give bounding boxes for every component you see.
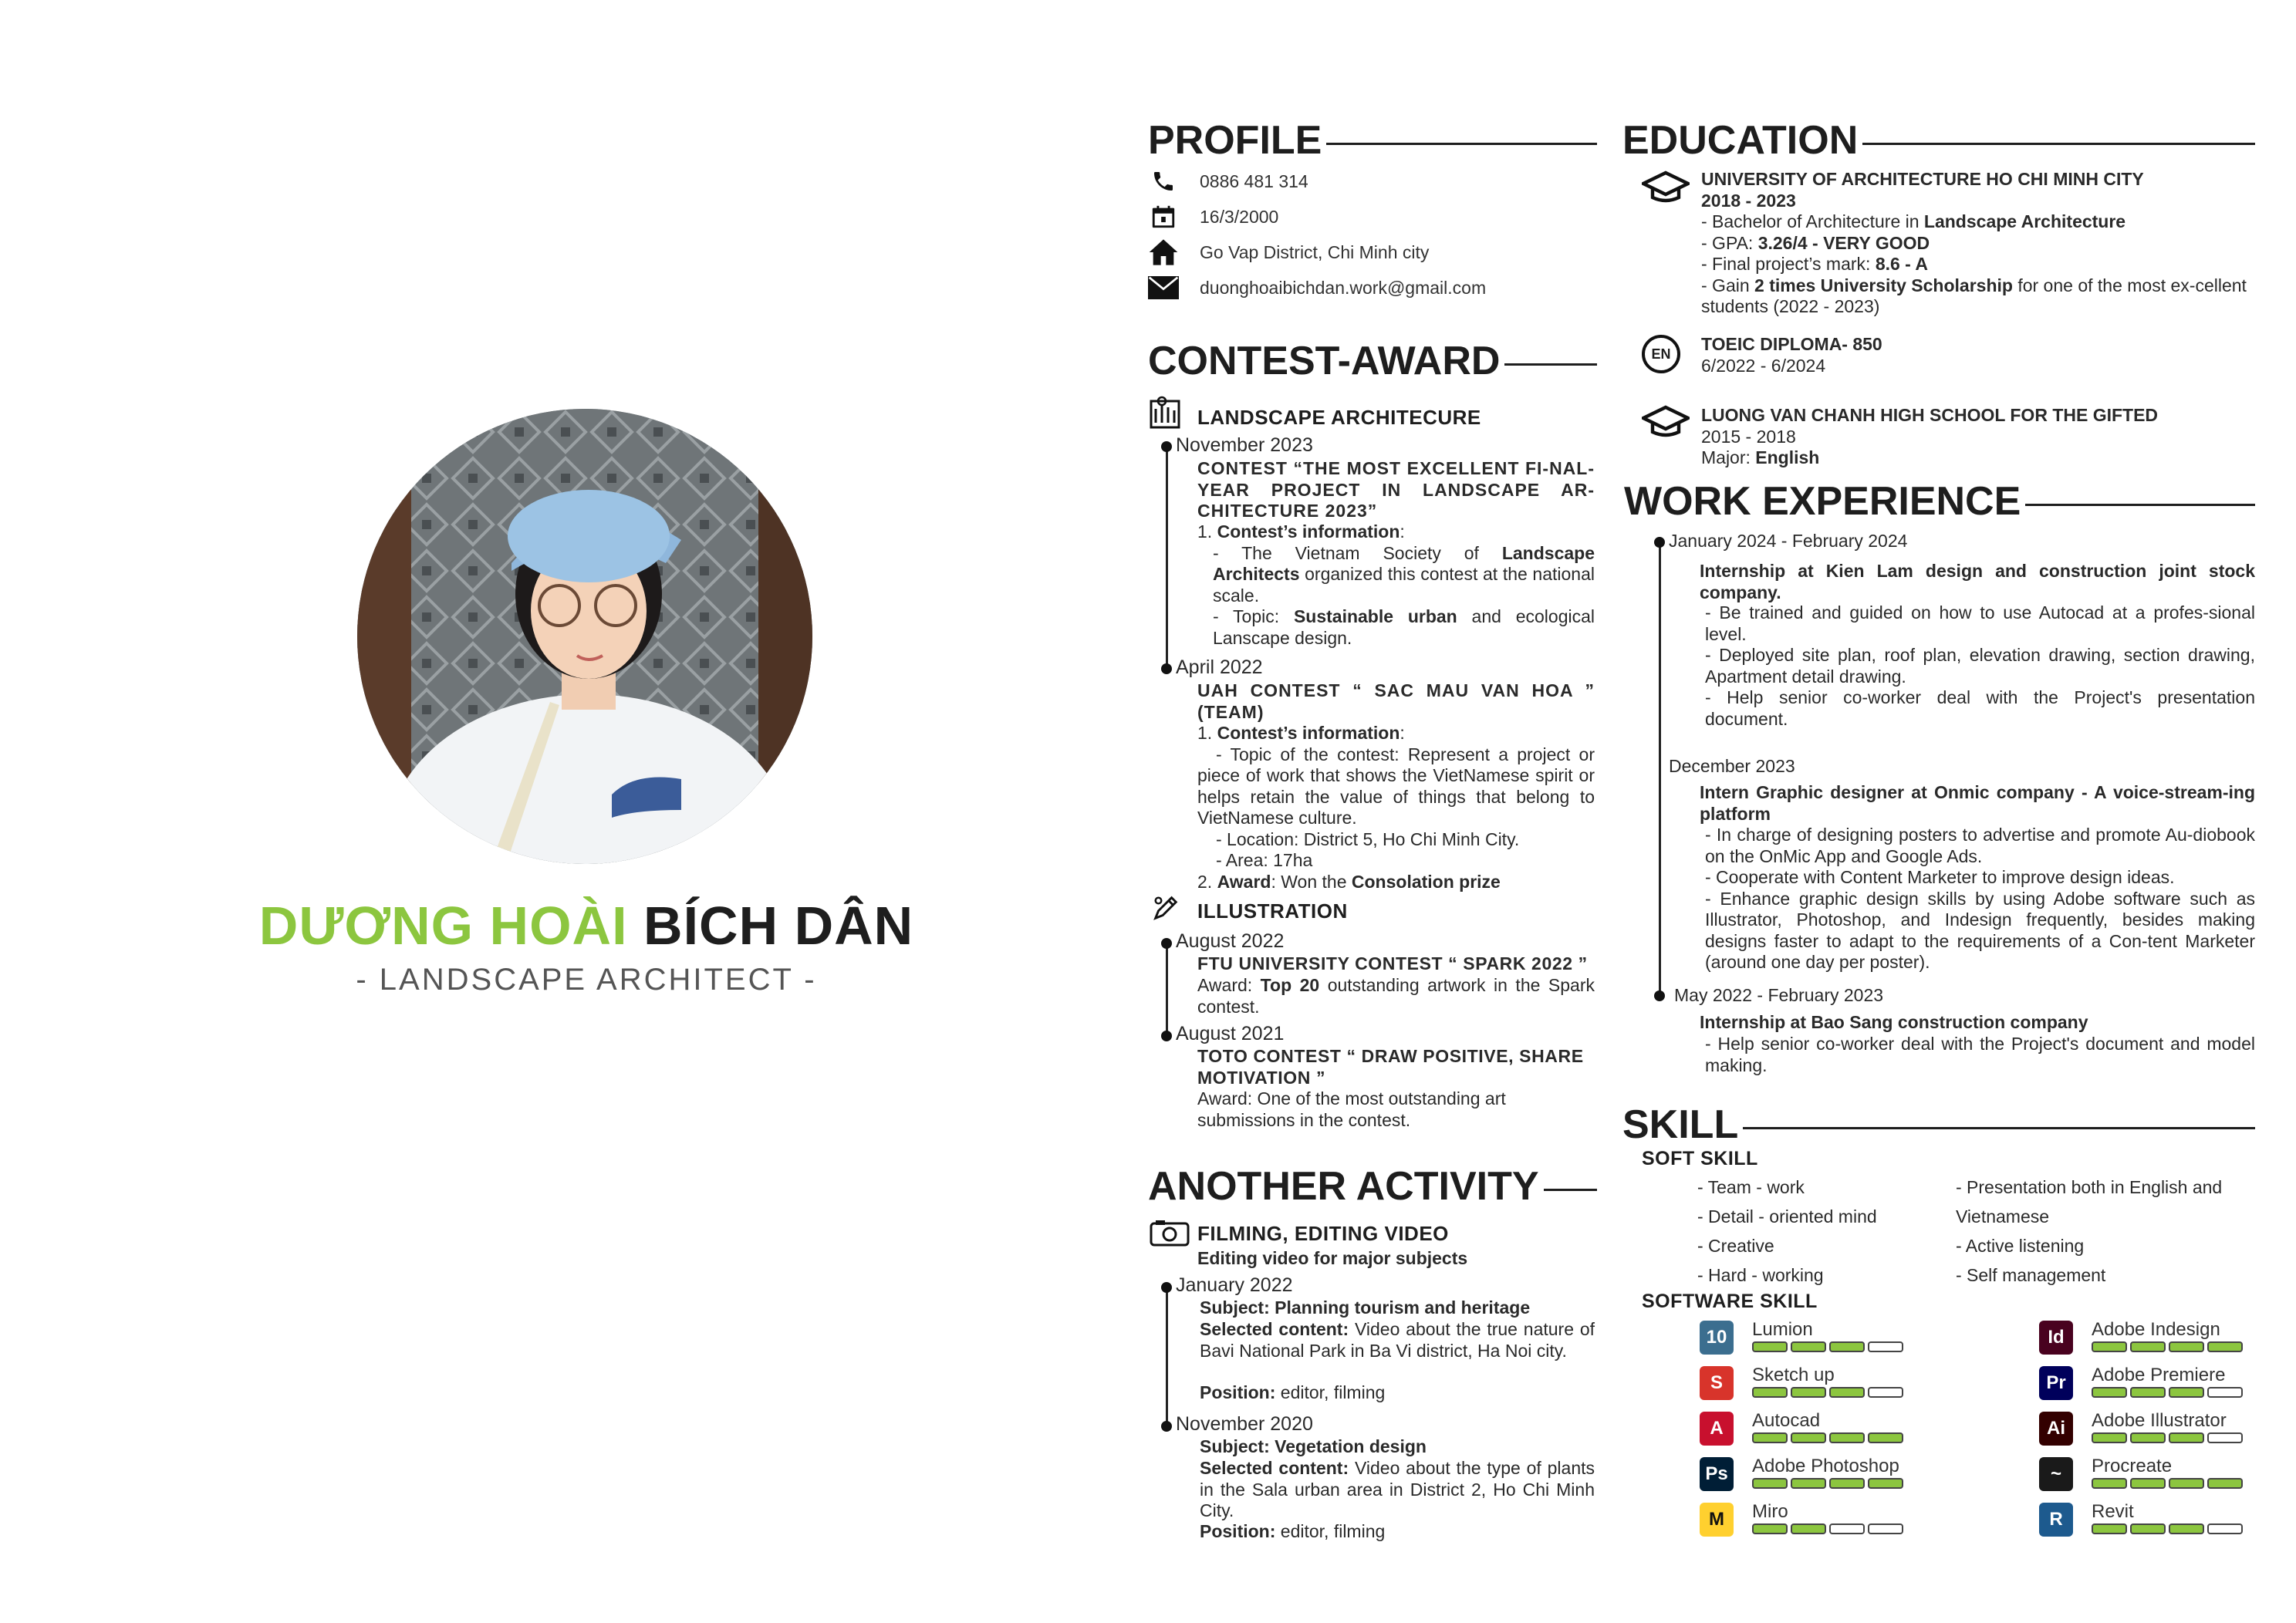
detail-text: Major:	[1701, 447, 1756, 467]
detail-text: outstanding artwork in the Spark contest.	[1197, 975, 1595, 1017]
profile-photo	[357, 409, 812, 864]
software-list-right	[2039, 1321, 2243, 1548]
detail-text: - Enhance graphic design skills by using Adobe software such as Illustrator, Photoshop, and Indesign frequently, besides making designs faster to adapt to the requirements of a Con-tent Marketer (around one day per poster).	[1705, 888, 2255, 972]
work-details-1	[1705, 602, 2255, 730]
education-heading	[1622, 117, 2255, 164]
skill-level-segment	[2169, 1523, 2204, 1534]
timeline-dot	[1161, 938, 1172, 949]
timeline-line	[1659, 546, 1661, 995]
skill-level-segment	[1868, 1432, 1903, 1443]
skill-level-segment	[2207, 1341, 2243, 1352]
skill-level-segment	[1868, 1341, 1903, 1352]
software-skill-item	[1700, 1321, 1903, 1355]
software-skill-item	[1700, 1457, 1903, 1491]
detail-text: - Final project’s mark:	[1701, 254, 1876, 274]
graduation-cap-icon	[1642, 170, 1690, 204]
skill-level-segment	[2169, 1341, 2204, 1352]
skill-level-segment	[2207, 1478, 2243, 1489]
skill-level-segment	[1791, 1387, 1826, 1398]
software-skill-title: SOFTWARE SKILL	[1642, 1291, 1818, 1312]
soft-skill-item: - Detail - oriented mind	[1697, 1206, 1877, 1227]
software-skill-item	[1700, 1366, 1903, 1400]
skill-level-segment	[2130, 1432, 2166, 1443]
university-name: UNIVERSITY OF ARCHITECTURE HO CHI MINH CITY	[1701, 169, 2144, 189]
activity-subject: Subject: Vegetation design	[1200, 1436, 1427, 1456]
work-details-2	[1705, 825, 2255, 973]
university-years: 2018 - 2023	[1701, 190, 1796, 211]
work-date: May 2022 - February 2023	[1674, 985, 1884, 1005]
timeline-dot	[1161, 663, 1172, 674]
skill-level-bar	[2092, 1523, 2243, 1534]
landscape-section-title: LANDSCAPE ARCHITECURE	[1197, 406, 1481, 429]
soft-skill-item: - Presentation both in English and	[1956, 1177, 2223, 1197]
detail-text: - GPA:	[1701, 232, 1758, 253]
skill-level-segment	[1868, 1523, 1903, 1534]
detail-text: : Won the	[1271, 871, 1352, 892]
calendar-icon	[1148, 201, 1179, 232]
detail-text: Consolation prize	[1351, 871, 1501, 892]
detail-text: :	[1400, 723, 1405, 743]
pen-icon	[1151, 893, 1180, 923]
camera-icon	[1150, 1219, 1190, 1247]
skill-level-segment	[1752, 1432, 1788, 1443]
activity-content	[1200, 1319, 1595, 1361]
timeline-dot	[1654, 537, 1665, 548]
soft-skill-item: - Team - work	[1697, 1177, 1805, 1197]
toeic-entry	[1701, 334, 2241, 376]
filming-section-title: FILMING, EDITING VIDEO	[1197, 1222, 1449, 1245]
detail-text: 2 times University Scholarship	[1754, 275, 2013, 295]
detail-text: English	[1755, 447, 1820, 467]
skill-level-segment	[1791, 1523, 1826, 1534]
skill-level-bar	[2092, 1387, 2243, 1398]
soft-skill-item: Vietnamese	[1956, 1206, 2050, 1227]
soft-skill-list-left	[1697, 1173, 1877, 1290]
skill-level-segment	[2169, 1432, 2204, 1443]
software-logo-icon: S	[1700, 1366, 1734, 1400]
detail-text: 1.	[1197, 723, 1217, 743]
detail-text: Award	[1217, 871, 1271, 892]
timeline-dot	[1161, 1031, 1172, 1041]
skill-level-segment	[2092, 1523, 2127, 1534]
phone-text: 0886 481 314	[1200, 170, 1308, 191]
birthday-text: 16/3/2000	[1200, 206, 1279, 227]
software-logo-icon: R	[2039, 1503, 2073, 1537]
soft-skill-list-right	[1956, 1173, 2222, 1290]
detail-text: Video about the true nature of Bavi National Park in Ba Vi district, Ha Noi city.	[1200, 1319, 1595, 1361]
software-logo-icon: Ai	[2039, 1412, 2073, 1446]
detail-text: - Location: District 5, Ho Chi Minh City.	[1216, 828, 1520, 849]
detail-text: 2.	[1197, 871, 1217, 892]
detail-text: - Help senior co-worker deal with the Project's document and model making.	[1705, 1034, 2255, 1075]
skill-level-segment	[2092, 1387, 2127, 1398]
email-text[interactable]: duonghoaibichdan.work@gmail.com	[1200, 277, 1487, 298]
skill-level-segment	[1791, 1432, 1826, 1443]
software-logo-icon: M	[1700, 1503, 1734, 1537]
software-name: Sketch up	[1752, 1365, 1835, 1385]
software-skill-item	[2039, 1457, 2243, 1491]
skill-level-segment	[1829, 1523, 1865, 1534]
skill-level-segment	[2092, 1432, 2127, 1443]
skill-level-segment	[2207, 1432, 2243, 1443]
contest-details-1: 1. Contest’s information: - The Vietnam Society of Landscape Architects organized this contest at the national scale. - Topic: Sustainable urban and ecological Lanscape design.	[1197, 521, 1595, 648]
highschool-name: LUONG VAN CHANH HIGH SCHOOL FOR THE GIFTED	[1701, 405, 2159, 425]
activity-subtitle: Editing video for major subjects	[1197, 1248, 1468, 1268]
detail-text: - Deployed site plan, roof plan, elevation drawing, section drawing, Apartment detail drawing.	[1705, 645, 2255, 687]
software-name: Procreate	[2092, 1456, 2173, 1476]
phone-icon	[1148, 166, 1179, 197]
skill-level-segment	[1791, 1341, 1826, 1352]
detail-text: Landscape Architecture	[1923, 211, 2126, 231]
detail-text: - The Vietnam Society of	[1213, 542, 1502, 563]
contest-details-2	[1197, 723, 1595, 892]
timeline-dot	[1161, 441, 1172, 452]
home-icon	[1148, 237, 1179, 268]
software-skill-item	[1700, 1503, 1903, 1537]
skill-level-segment	[2169, 1387, 2204, 1398]
skill-level-segment	[2130, 1478, 2166, 1489]
highschool-years: 2015 - 2018	[1701, 426, 1796, 447]
person-name	[123, 895, 1049, 957]
soft-skill-item: - Creative	[1697, 1236, 1774, 1256]
activity-date: November 2020	[1176, 1413, 1313, 1435]
software-skill-item	[2039, 1503, 2243, 1537]
detail-text: Position:	[1200, 1521, 1276, 1541]
profile-contacts	[1148, 164, 1611, 305]
graduation-cap-icon	[1642, 404, 1690, 438]
detail-text: - Cooperate with Content Marketer to improve design ideas.	[1705, 867, 2175, 887]
software-name: Miro	[1752, 1501, 1788, 1522]
skill-level-segment	[2130, 1387, 2166, 1398]
skill-level-segment	[2092, 1478, 2127, 1489]
software-logo-icon: 10	[1700, 1321, 1734, 1355]
name-last-part: BÍCH DÂN	[643, 896, 914, 956]
timeline-dot	[1161, 1421, 1172, 1432]
software-name: Adobe Photoshop	[1752, 1456, 1899, 1476]
skill-level-bar	[1752, 1523, 1903, 1534]
contest-date: November 2023	[1176, 434, 1313, 456]
detail-text: - Topic:	[1213, 606, 1294, 626]
timeline-line	[1166, 446, 1168, 673]
detail-text: 3.26/4 - VERY GOOD	[1757, 232, 1930, 253]
activity-heading	[1148, 1163, 1597, 1210]
profile-title: PROFILE	[1148, 118, 1322, 163]
email-row	[1148, 270, 1611, 305]
detail-text: Sustainable urban	[1293, 606, 1457, 626]
education-title: EDUCATION	[1622, 118, 1859, 163]
software-skill-item	[2039, 1412, 2243, 1446]
detail-text: - Area: 17ha	[1216, 850, 1313, 870]
address-row	[1148, 235, 1611, 270]
contest-details-4: Award: One of the most outstanding art submissions in the contest.	[1197, 1088, 1506, 1130]
skill-level-segment	[1868, 1478, 1903, 1489]
activity-date: January 2022	[1176, 1274, 1293, 1296]
software-list-left	[1700, 1321, 1903, 1548]
software-logo-icon: ~	[2039, 1457, 2073, 1491]
skill-level-bar	[2092, 1432, 2243, 1443]
detail-text: and ecological Lanscape design.	[1213, 606, 1595, 648]
skill-level-segment	[1791, 1478, 1826, 1489]
detail-text: - Gain	[1701, 275, 1755, 295]
detail-text: - Help senior co-worker deal with the Project's presentation document.	[1705, 687, 2255, 729]
detail-text: Contest’s information	[1217, 521, 1400, 542]
software-logo-icon: Pr	[2039, 1366, 2073, 1400]
skill-level-segment	[1752, 1341, 1788, 1352]
detail-text: - Bachelor of Architecture in	[1701, 211, 1924, 231]
detail-text: editor, filming	[1275, 1382, 1386, 1402]
illustration-section-title: ILLUSTRATION	[1197, 899, 1348, 923]
skill-level-bar	[2092, 1478, 2243, 1489]
software-name: Autocad	[1752, 1410, 1821, 1431]
skill-level-segment	[1829, 1432, 1865, 1443]
detail-text: Contest’s information	[1217, 723, 1400, 743]
phone-row	[1148, 164, 1611, 199]
contest-title-2: UAH CONTEST “ SAC MAU VAN HOA ” (TEAM)	[1197, 680, 1595, 722]
name-first-part: DƯƠNG HOÀI	[258, 896, 628, 956]
detail-text: Top 20	[1260, 975, 1320, 995]
address-text: Go Vap District, Chi Minh city	[1200, 241, 1430, 262]
contest-title-1: CONTEST “THE MOST EXCELLENT FI-NAL-YEAR PROJECT IN LANDSCAPE AR-CHITECTURE 2023”	[1197, 458, 1595, 521]
work-title: WORK EXPERIENCE	[1624, 479, 2021, 524]
contest-title-4: TOTO CONTEST “ DRAW POSITIVE, SHARE MOTIVATION ”	[1197, 1046, 1584, 1088]
software-name: Revit	[2092, 1501, 2134, 1522]
skill-level-segment	[2207, 1523, 2243, 1534]
timeline-dot	[1654, 990, 1665, 1001]
work-title-3: Internship at Bao Sang construction company	[1700, 1012, 2088, 1032]
skill-heading	[1622, 1102, 2255, 1148]
timeline-dot	[1161, 1282, 1172, 1293]
detail-text: for one of the most ex-cellent students (2022 - 2023)	[1701, 275, 2247, 316]
timeline-line	[1166, 943, 1168, 1034]
detail-text: - Be trained and guided on how to use Autocad at a profes-sional level.	[1705, 602, 2255, 644]
contest-date: August 2021	[1176, 1023, 1285, 1044]
profile-heading	[1148, 117, 1597, 164]
skill-level-segment	[2207, 1387, 2243, 1398]
software-logo-icon: A	[1700, 1412, 1734, 1446]
contest-date: August 2022	[1176, 930, 1285, 952]
detail-text: editor, filming	[1275, 1521, 1386, 1541]
skill-level-bar	[1752, 1387, 1903, 1398]
university-entry	[1701, 169, 2257, 318]
detail-text: Selected content:	[1200, 1458, 1349, 1478]
activity-title: ANOTHER ACTIVITY	[1148, 1164, 1539, 1209]
landscape-icon	[1150, 395, 1180, 430]
person-role: - LANDSCAPE ARCHITECT -	[356, 963, 817, 997]
skill-level-bar	[1752, 1432, 1903, 1443]
activity-subject: Subject: Planning tourism and heritage	[1200, 1297, 1531, 1318]
soft-skill-title: SOFT SKILL	[1642, 1148, 1758, 1169]
work-heading	[1624, 478, 2255, 525]
soft-skill-item: - Active listening	[1956, 1236, 2085, 1256]
skill-level-segment	[1829, 1387, 1865, 1398]
skill-level-segment	[1752, 1478, 1788, 1489]
skill-level-segment	[2130, 1523, 2166, 1534]
detail-text: 1.	[1197, 521, 1217, 542]
timeline-line	[1166, 1287, 1168, 1424]
detail-text: organized this contest at the national scale.	[1213, 564, 1595, 606]
software-logo-icon: Ps	[1700, 1457, 1734, 1491]
software-logo-icon: Id	[2039, 1321, 2073, 1355]
soft-skill-item: - Self management	[1956, 1265, 2106, 1285]
software-skill-item	[1700, 1412, 1903, 1446]
highschool-entry	[1701, 405, 2257, 469]
skill-level-segment	[2169, 1478, 2204, 1489]
software-skill-item	[2039, 1366, 2243, 1400]
activity-position	[1200, 1382, 1385, 1404]
contest-details-3	[1197, 975, 1595, 1017]
toeic-years: 6/2022 - 6/2024	[1701, 355, 1826, 376]
skill-level-segment	[1752, 1387, 1788, 1398]
software-name: Adobe Illustrator	[2092, 1410, 2227, 1431]
mail-icon	[1148, 272, 1179, 303]
detail-text: Award:	[1197, 975, 1261, 995]
skill-level-segment	[1829, 1478, 1865, 1489]
detail-text: 8.6 - A	[1875, 254, 1928, 274]
work-date: January 2024 - February 2024	[1669, 531, 1908, 551]
detail-text: - Topic of the contest: Represent a project or piece of work that shows the VietNamese spirit or helps retain the value of things that belong to VietNamese culture.	[1197, 744, 1595, 828]
work-details-3	[1705, 1034, 2255, 1076]
skill-level-bar	[1752, 1341, 1903, 1352]
detail-text: Selected content:	[1200, 1319, 1349, 1339]
birthday-row	[1148, 199, 1611, 235]
detail-text: Position:	[1200, 1382, 1276, 1402]
skill-level-segment	[2092, 1341, 2127, 1352]
work-title-1: Internship at Kien Lam design and construction joint stock company.	[1700, 561, 2255, 602]
detail-text: Video about the type of plants in the Sala urban area in District 2, Ho Chi Minh City.	[1200, 1458, 1595, 1520]
activity-content	[1200, 1458, 1595, 1522]
software-skill-item	[2039, 1321, 2243, 1355]
contest-date: April 2022	[1176, 656, 1263, 678]
toeic-name: TOEIC DIPLOMA- 850	[1701, 334, 1882, 354]
portrait-illustration	[357, 409, 812, 864]
skill-level-segment	[1829, 1341, 1865, 1352]
soft-skill-item: - Hard - working	[1697, 1265, 1824, 1285]
software-name: Adobe Premiere	[2092, 1365, 2226, 1385]
activity-position	[1200, 1521, 1385, 1543]
software-name: Adobe Indesign	[2092, 1319, 2220, 1340]
software-name: Lumion	[1752, 1319, 1813, 1340]
contest-heading	[1148, 338, 1597, 384]
skill-level-segment	[1868, 1387, 1903, 1398]
detail-text: - In charge of designing posters to advertise and promote Au-diobook on the OnMic App and Google Ads.	[1705, 825, 2255, 866]
english-badge-icon	[1642, 335, 1680, 373]
detail-text: Landscape Architects	[1213, 542, 1595, 584]
work-title-2: Intern Graphic designer at Onmic company - A voice-stream-ing platform	[1700, 782, 2255, 824]
skill-level-segment	[1752, 1523, 1788, 1534]
skill-title: SKILL	[1622, 1102, 1739, 1147]
skill-level-segment	[2130, 1341, 2166, 1352]
badge-text: EN	[1651, 346, 1671, 362]
skill-level-bar	[2092, 1341, 2243, 1352]
contest-title: CONTEST-AWARD	[1148, 339, 1501, 383]
work-date: December 2023	[1669, 756, 1795, 776]
skill-level-bar	[1752, 1478, 1903, 1489]
contest-title-3: FTU UNIVERSITY CONTEST “ SPARK 2022 ”	[1197, 953, 1588, 973]
